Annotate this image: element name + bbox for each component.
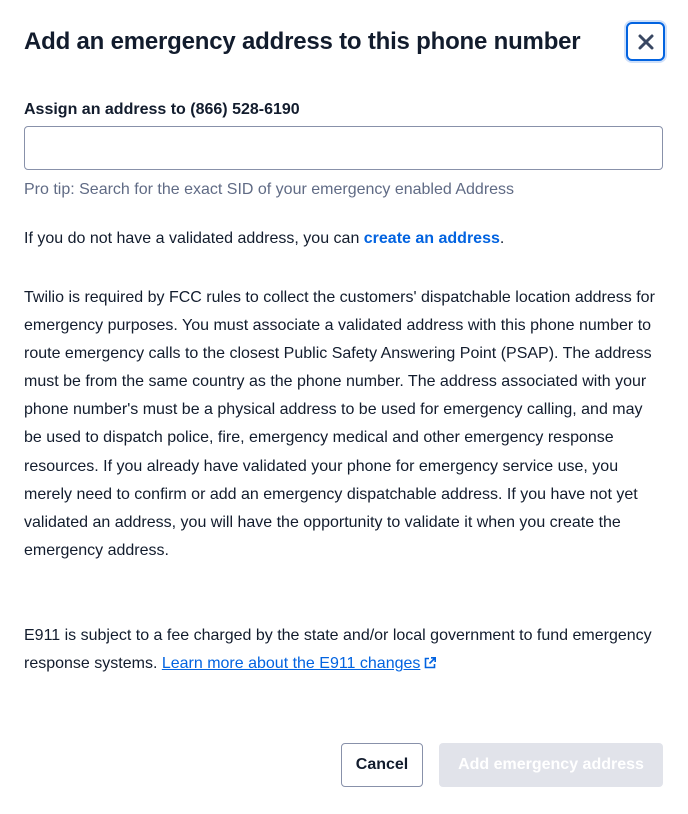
help-text: Pro tip: Search for the exact SID of your emergency enabled Address [24, 181, 515, 198]
external-link-icon [423, 656, 437, 670]
address-search-input[interactable] [24, 126, 663, 170]
fcc-disclaimer-text: Twilio is required by FCC rules to collect the customers' dispatchable location address for emergency purposes. You must associate a validated address with this phone number to route emergency calls to the closest Public Safety Answering Point (PSAP). The address must be from the same country as the phone number. The address associated with your phone number's must be a physical address to be used for emergency calling, and may be used to dispatch police, fire, emergency medical and other emergency response resources. If you already have validated your phone for emergency service use, you merely need to confirm or add an emergency dispatchable address. If you have not yet validated an address, you will have the opportunity to validate it when you create the emergency address. [24, 289, 655, 559]
address-field-label: Assign an address to (866) 528-6190 [24, 101, 300, 118]
fee-text: E911 is subject to a fee charged by the state and/or local government to fund emergency response systems. [24, 627, 652, 673]
close-button[interactable] [626, 22, 665, 61]
modal-title: Add an emergency address to this phone number [24, 28, 581, 55]
address-note [24, 228, 504, 250]
address-note-prefix: If you do not have a validated address, you can [24, 230, 364, 247]
add-emergency-address-button[interactable]: Add emergency address [439, 743, 663, 787]
close-icon [636, 32, 656, 52]
e911-fee-text [24, 622, 664, 678]
create-address-link[interactable]: create an address [363, 230, 500, 247]
cancel-button[interactable]: Cancel [341, 743, 423, 787]
learn-more-link-label: Learn more about the E911 changes [161, 655, 421, 673]
learn-more-e911-link[interactable] [162, 655, 438, 672]
address-note-suffix: . [499, 230, 505, 247]
